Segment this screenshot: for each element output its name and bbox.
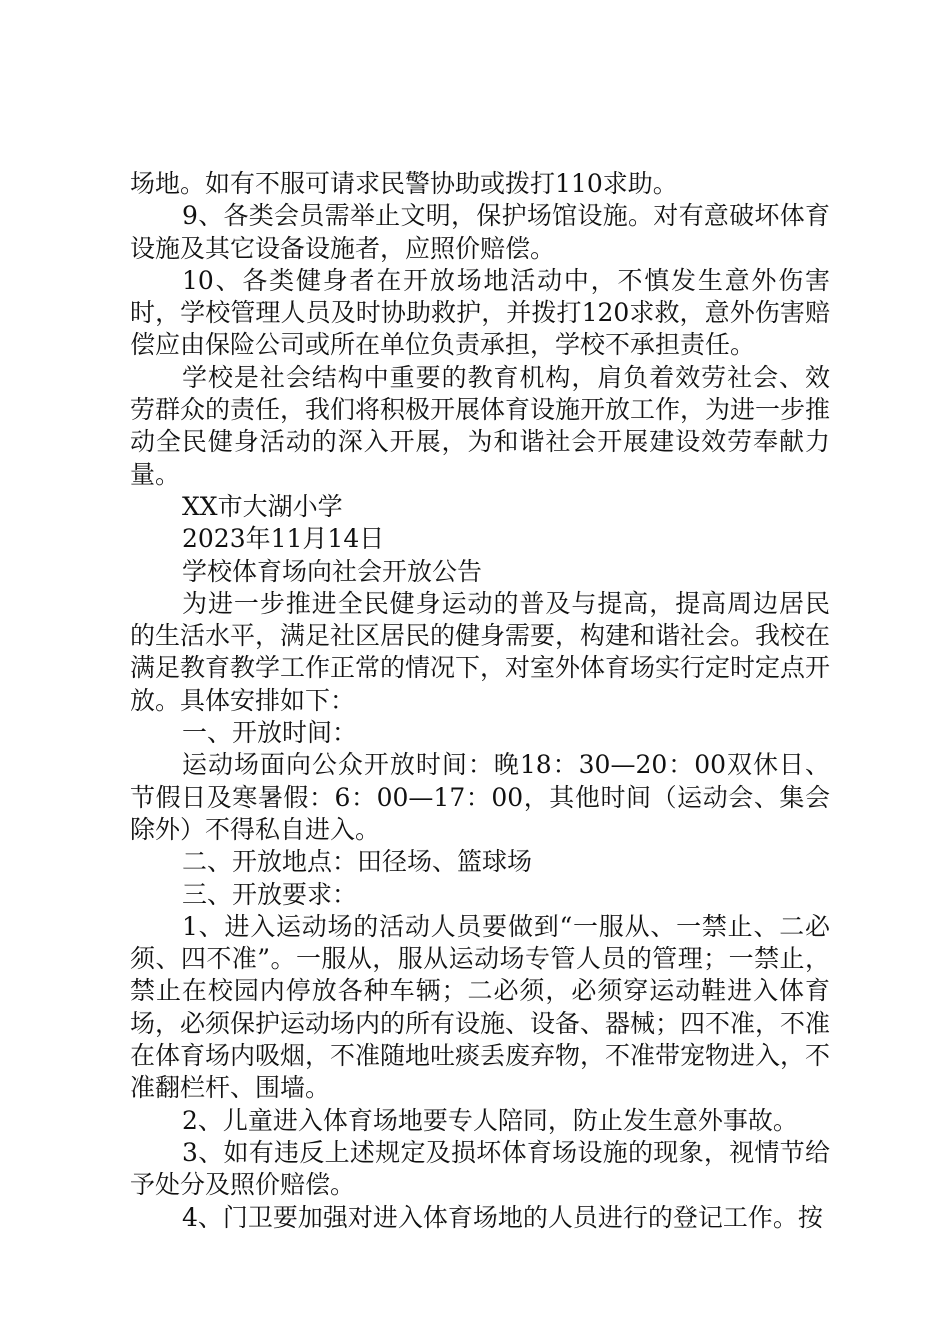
paragraph: 场地。如有不服可请求民警协助或拨打110求助。 [130,169,678,198]
section-heading: 三、开放要求： [182,879,358,909]
paragraph: 为进一步推进全民健身运动的普及与提高，提高周边居民的生活水平，满足社区居民的健身需要，构建和谐社会。我校在满足教育教学工作正常的情况下，对室外体育场实行定时定点开放。具体安排如下： [130,588,831,715]
paragraph: 4、门卫要加强对进入体育场地的人员进行的登记工作。按 [182,1202,823,1232]
section-heading: 一、开放时间： [182,718,358,748]
section-heading: 二、开放地点：田径场、篮球场 [182,847,533,877]
paragraph: 学校是社会结构中重要的教育机构，肩负着效劳社会、效劳群众的责任，我们将积极开展体育设施开放工作，为进一步推动全民健身活动的深入开展，为和谐社会开展建设效劳奉献力量。 [130,362,831,489]
paragraph: 2、儿童进入体育场地要专人陪同，防止发生意外事故。 [182,1105,798,1135]
paragraph: 10、各类健身者在开放场地活动中，不慎发生意外伤害时，学校管理人员及时协助救护，并拨打120求救，意外伤害赔偿应由保险公司或所在单位负责承担，学校不承担责任。 [130,265,830,360]
signature-date: 2023年11月14日 [182,524,385,554]
paragraph: 运动场面向公众开放时间：晚18：30—20：00双休日、节假日及寒暑假：6：00—17：00，其他时间（运动会、集会除外）不得私自进入。 [130,750,830,844]
paragraph: 9、各类会员需举止文明，保护场馆设施。对有意破坏体育设施及其它设备设施者，应照价赔偿。 [130,201,830,263]
paragraph: 3、如有违反上述规定及损坏体育场设施的现象，视情节给予处分及照价赔偿。 [130,1137,830,1200]
paragraph: 1、进入运动场的活动人员要做到“一服从、一禁止、二必须、四不准”。一服从，服从运动场专管人员的管理；一禁止，禁止在校园内停放各种车辆；二必须，必须穿运动鞋进入体育场，必须保护运动场内的所有设施、设备、器械；四不准，不准在体育场内吸烟，不准随地吐痰丢废弃物，不准带宠物进入，不准翻栏杆、围墙。 [130,911,831,1103]
notice-title: 学校体育场向社会开放公告 [182,556,483,586]
document-body [130,168,830,1234]
signature-school: XX市大湖小学 [182,491,343,521]
